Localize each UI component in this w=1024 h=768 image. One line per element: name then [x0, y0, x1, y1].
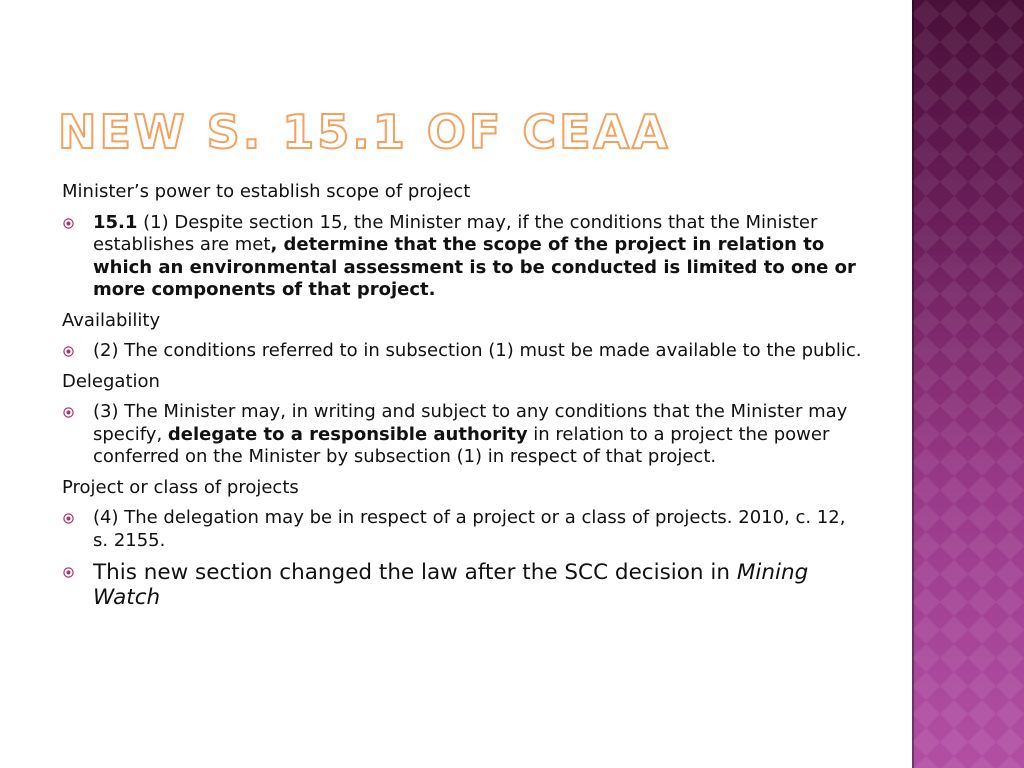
project-class-text: (4) The delegation may be in respect of a project or a class of projects. 2010, c. 12, s. 2155.	[93, 507, 846, 551]
list-item-availability	[62, 340, 862, 363]
circle-bullet-icon	[63, 567, 74, 578]
circle-bullet-icon	[63, 218, 74, 229]
availability-text: (2) The conditions referred to in subsection (1) must be made available to the public.	[93, 340, 862, 361]
section-heading-scope: Minister’s power to establish scope of project	[62, 181, 471, 202]
section-heading-availability: Availability	[62, 309, 161, 331]
list-item-scope	[62, 212, 862, 302]
scope-emphasis: , determine that the scope of the project in relation to which an environmental assessment is to be conducted is limited to one or more components of that project.	[93, 234, 856, 300]
decorative-side-band	[912, 0, 1024, 768]
case-name: Mining Watch	[93, 560, 809, 610]
delegation-text-2: in relation to a project the power conferred on the Minister by subsection (1) in respect of that project.	[93, 423, 830, 467]
delegation-text-1: (3) The Minister may, in writing and subject to any conditions that the Minister may specify,	[93, 401, 848, 445]
circle-bullet-icon	[63, 346, 74, 357]
circle-bullet-icon	[63, 407, 74, 418]
circle-bullet-icon	[63, 513, 74, 524]
note-text: This new section changed the law after the SCC decision in	[93, 560, 737, 585]
section-heading-delegation: Delegation	[62, 370, 160, 392]
section-heading-project-class: Project or class of projects	[62, 476, 299, 498]
list-item-project-class	[62, 507, 862, 552]
slide-body	[62, 181, 862, 618]
side-band-edge	[912, 0, 914, 768]
list-item-note	[62, 560, 862, 610]
slide-title: NEW S. 15.1 OF CEAA	[58, 105, 671, 159]
section-number: 15.1	[93, 211, 138, 233]
scope-text: (1) Despite section 15, the Minister may, if the conditions that the Minister establishes are met	[93, 211, 818, 255]
diamond-pattern-graphic	[912, 0, 1024, 768]
delegation-emphasis: delegate to a responsible authority	[167, 423, 528, 445]
list-item-delegation	[62, 401, 862, 469]
